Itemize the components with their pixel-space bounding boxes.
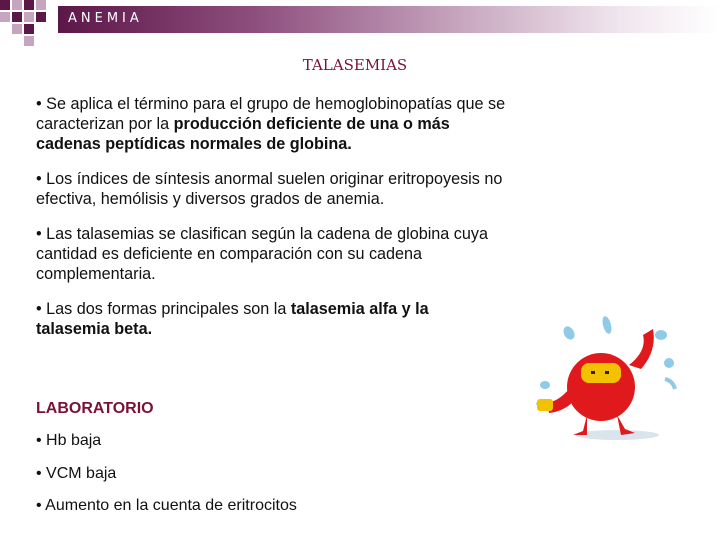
lab-item-hb: • Hb baja [36, 432, 102, 449]
paragraph-4-bold: talasemia alfa y la talasemia beta. [36, 300, 429, 338]
paragraph-4 [36, 299, 506, 339]
paragraph-1-text: • Se aplica el término para el grupo de hemoglobinopatías que se caracterizan por la [36, 95, 506, 133]
paragraph-2 [36, 169, 506, 209]
lab-item-eritrocitos: • Aumento en la cuenta de eritrocitos [36, 497, 297, 514]
paragraph-3-text: • Las talasemias se clasifican según la cadena de globina cuya cantidad es deficiente en comparación con su cadena complementaria. [36, 225, 489, 283]
header-title: ANEMIA [68, 11, 143, 26]
content-body [36, 94, 506, 354]
header-bar [58, 6, 720, 33]
slide-title: TALASEMIAS [302, 56, 408, 74]
red-blood-cell-mascot-icon [525, 315, 685, 445]
paragraph-4-text: • Las dos formas principales son la [36, 300, 291, 318]
laboratorio-heading: LABORATORIO [36, 400, 154, 417]
paragraph-1 [36, 94, 506, 154]
paragraph-3 [36, 224, 506, 284]
paragraph-2-text: • Los índices de síntesis anormal suelen originar eritropoyesis no efectiva, hemólisis y diversos grados de anemia. [36, 170, 503, 208]
paragraph-1-bold: producción deficiente de una o más cadenas peptídicas normales de globina. [36, 115, 450, 153]
header-decoration [0, 0, 60, 45]
lab-item-vcm: • VCM baja [36, 465, 117, 482]
